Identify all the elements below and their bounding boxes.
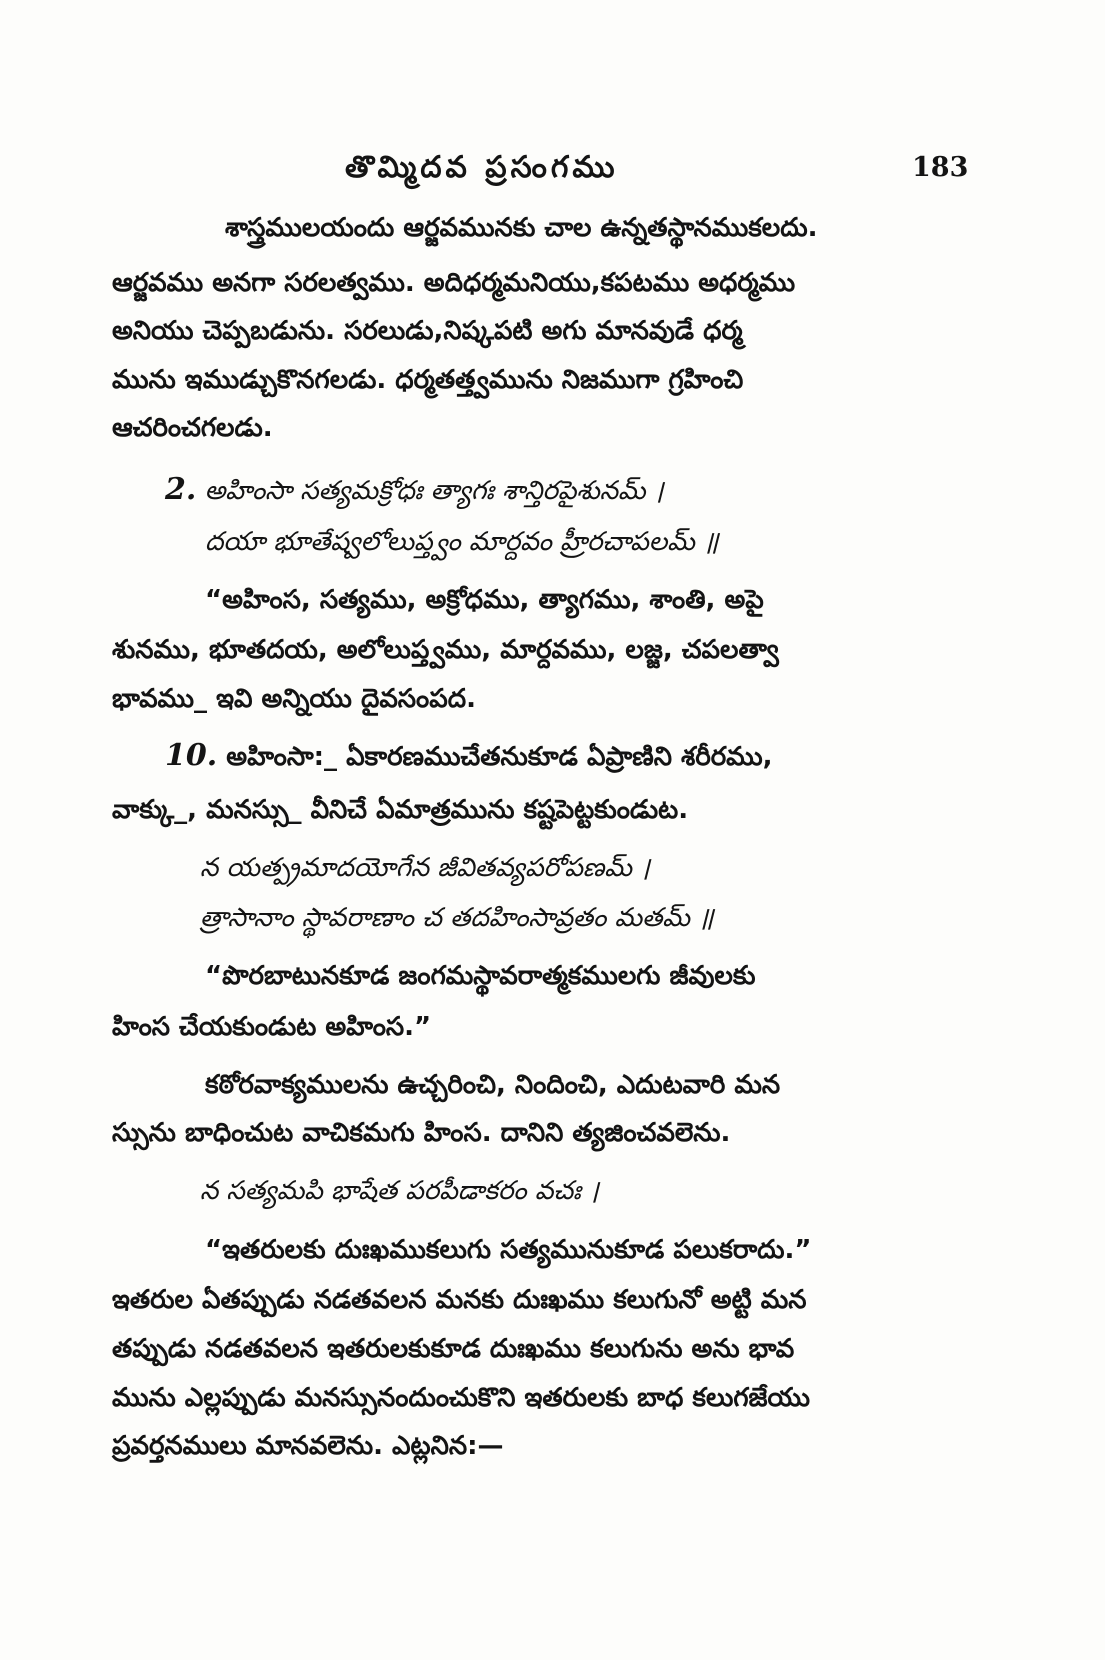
text-line: భావము_ ఇవి అన్నియు దైవసంపద.	[112, 684, 476, 714]
text-line: “అహింస, సత్యము, అక్రోధము, త్యాగము, శాంతి, అపై	[205, 585, 764, 615]
text-line: “ఇతరులకు దుఃఖముకలుగు సత్యమునుకూడ పలుకరాదు.”	[205, 1235, 812, 1265]
page-number: 183	[912, 152, 969, 183]
text-line: తప్పుడు నడతవలన ఇతరులకుకూడ దుఃఖము కలుగును అను భావ	[112, 1334, 795, 1364]
text-line: కఠోరవాక్యములను ఉచ్చరించి, నిందించి, ఎదుటవారి మన	[205, 1070, 781, 1100]
page-header	[0, 150, 1105, 200]
running-title: తొమ్మిదవ ప్రసంగము	[345, 150, 619, 185]
verse-text: అహింసా సత్యమక్రోధః త్యాగః శాన్తిరపైశునమ్ ।	[204, 476, 664, 506]
text-line: ఆచరించగలడు.	[112, 413, 273, 443]
text-line	[165, 738, 773, 773]
text-line: ఆర్జవము అనగా సరలత్వము. అదిధర్మమనియు,కపటము అధర్మము	[112, 268, 796, 298]
text-line: వాక్కు_, మనస్సు_ వీనిచే ఏమాత్రమును కష్టపెట్టకుండుట.	[112, 795, 689, 825]
verse-number: 2.	[165, 472, 197, 507]
text-line: హింస చేయకుండుట అహింస.”	[112, 1012, 432, 1042]
verse-line: దయా భూతేష్వలోలుప్త్వం మార్దవం హ్రీరచాపలమ్ ॥	[205, 527, 719, 557]
verse-line	[165, 472, 664, 507]
text-line: ప్రవర్తనములు మానవలెను. ఎట్లనిన:—	[112, 1431, 504, 1461]
item-text: అహింసా:_ ఏకారణముచేతనుకూడ ఏప్రాణిని శరీరము,	[226, 742, 773, 772]
text-line: మును ఎల్లప్పుడు మనస్సునందుంచుకొని ఇతరులకు బాధ కలుగజేయు	[112, 1383, 810, 1413]
verse-line: న సత్యమపి భాషేత పరపీడాకరం వచః ।	[200, 1176, 599, 1206]
text-line: అనియు చెప్పబడును. సరలుడు,నిష్కపటి అగు మానవుడే ధర్మ	[112, 316, 743, 346]
text-line: “పొరబాటునకూడ జంగమస్థావరాత్మకములగు జీవులకు	[205, 961, 756, 991]
text-line: ఇతరుల ఏతప్పుడు నడతవలన మనకు దుఃఖము కలుగునో అట్టి మన	[112, 1285, 807, 1315]
verse-line: త్రాసానాం స్థావరాణాం చ తదహింసావ్రతం మతమ్ ॥	[200, 903, 714, 933]
item-number: 10.	[165, 738, 218, 773]
text-line: శునము, భూతదయ, అలోలుప్త్వము, మార్దవము, లజ్జ, చపలత్వా	[112, 635, 779, 665]
text-line: శాస్త్రములయందు ఆర్జవమునకు చాల ఉన్నతస్థానముకలదు.	[225, 213, 818, 243]
verse-line: న యత్ప్రమాదయోగేన జీవితవ్యపరోపణమ్ ।	[200, 853, 651, 883]
text-line: మును ఇముడ్చుకొనగలడు. ధర్మతత్త్వమును నిజముగా గ్రహించి	[112, 365, 744, 395]
text-line: స్సును బాధించుట వాచికమగు హింస. దానిని త్యజించవలెను.	[112, 1118, 731, 1148]
